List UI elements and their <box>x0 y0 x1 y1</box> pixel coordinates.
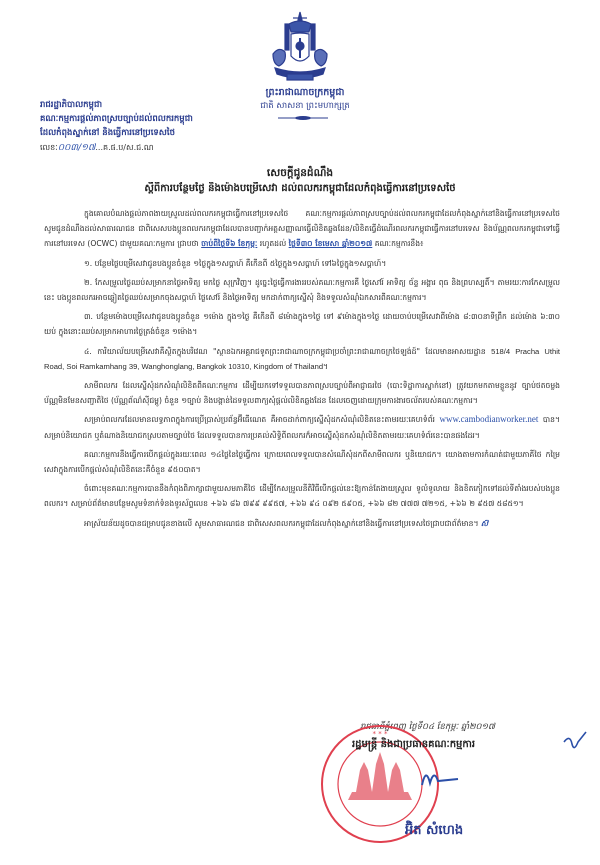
intro-paragraph <box>44 206 560 252</box>
list-item: ៣. បន្ថែមម៉ោងបម្រើសេវាជូនបងប្អូនចំនួន ១ម៉ោង ក្នុង១ថ្ងៃ គឺកើនពី ៨ម៉ោងក្នុង១ថ្ងៃ ទៅ ៩ម៉ោងក្នុង១ថ្ងៃ ដោយចាប់បម្រើសេវាពីម៉ោង ៨:៣០នាទីព្រឹក ដល់ម៉ោង ៦:៣០ យប់ ក្នុងនោះឈប់សម្រាកអាហារថ្ងៃត្រង់ចំនួន ១ម៉ោង។ <box>44 312 560 337</box>
ref-suffix: ...គ.ផ.ប/ស.ជ.ណ <box>95 143 154 152</box>
paragraph-text: អាស្រ័យន័យដូចបានជម្រាបជូនខាងលើ សូមសាធារណជន ជាពិសេសពលករកម្ពុជាដែលកំពុងស្នាក់នៅនិងធ្វើការនៅប្រទេសថៃជ្រាបជាព័ត៌មាន។ <box>84 518 479 528</box>
intro-text: គណៈកម្មការនឹង៖ <box>372 239 424 249</box>
document-body <box>44 206 560 535</box>
issue-date: រាជធានីភ្នំពេញ ថ្ងៃទី០៤ ខែកុម្ភៈ ឆ្នាំ២០១៧ <box>360 722 495 732</box>
kingdom-name: ព្រះរាជាណាចក្រកម្ពុជា <box>265 87 345 98</box>
intro-text: រហូតដល់ <box>257 239 289 249</box>
svg-text:* * *: * * * <box>372 730 388 738</box>
list-item <box>44 344 560 374</box>
list-item: ១. បន្ថែមថ្ងៃបម្រើសេវាជូនបងប្អូនចំនួន ១ថ្ងៃក្នុង១សប្តាហ៍ គឺកើនពី ៥ថ្ងៃក្នុង១សប្តាហ៍ ទៅ៦ថ្ងៃក្នុង១សប្តាហ៍។ <box>84 258 387 268</box>
office-address: 518/4 Pracha Uthit Road, Soi Ramkamhang 39, Wanghonglang, Bangkok 10310, Kingdom of Thailand <box>44 346 560 371</box>
item-text: ៤. ការិយាល័យបម្រើសេវាគឺស្ថិតក្នុងបរិវេណ "ស្ថានឯកអគ្គរាជទូតព្រះរាជាណាចក្រកម្ពុជាប្រចាំព្រះរាជាណាចក្រថៃឡង់ដ៍" ដែលមានអាសយដ្ឋាន <box>84 346 492 356</box>
end-date-highlight: ថ្ងៃទី៣០ ខែមេសា ឆ្នាំ២០១៧ <box>288 239 373 249</box>
handwritten-initial-icon <box>560 730 590 755</box>
ref-handwritten: ០០៣/១៧ <box>57 143 96 153</box>
handwritten-initial: ស៊ <box>480 518 489 528</box>
online-application-paragraph <box>44 412 560 442</box>
contact-paragraph: ចំពោះមុខគណៈកម្មការបាននឹងកំពុងពិភាក្សាជាមួយសមភាគីថៃ ដើម្បីកែសម្រួលនីតិវិធីបើកផ្តល់នេះឱ្យកាន់តែងាយស្រួល ទូលំទូលាយ និងខិតកៀកទៅដល់ទីតាំងរបស់បងប្អូនពលករ។ សម្រាប់ព័ត៌មានបន្ថែមសូមទំនាក់ទំនងទូរស័ព្ទលេខ +៦៦ ៨៦ ៧៩៩ ៩៩៥៧, +៦៦ ៩៤ ០៩២ ៥៩០៥, +៦៦ ៨២ ៧៧៧ ៧២១៥, +៦៦ ២ ៩៥៧ ៥៨៥១។ <box>44 484 560 509</box>
authority-line: ដែលកំពុងស្នាក់នៅ និងធ្វើការនៅប្រទេសថៃ <box>40 128 175 138</box>
intro-text: ក្នុងគោលបំណងផ្តល់ភាពងាយស្រួលដល់ពលករកម្ពុជាធ្វើការនៅប្រទេសថៃ គណៈកម្មការផ្តល់ភាពស្របច្បាប់ដល់ពលករកម្ពុជាដែលកំពុងស្នាក់នៅនិងធ្វើការនៅប្រទេសថៃ សូមជូនដំណឹងដល់សាធារណជន ជាពិសេសបងប្អូនពលករកម្ពុជាដែលបានបញ្ជាក់អត្តសញ្ញាណធ្វើលិខិតឆ្លងដែន/លិខិតធ្វើដំណើរពលករកម្ពុជាធ្វើការនៅបរទេស និងប័ណ្ណពលករកម្ពុជាទៅធ្វើការនៅបរទេស (OCWC) ជាមួយគណៈកម្មការ ជ្រាបថា <box>44 209 560 249</box>
authority-line: គណៈកម្មការផ្តល់ភាពស្របច្បាប់ដល់ពលករកម្ពុជា <box>40 114 193 124</box>
reference-number <box>40 142 154 155</box>
authority-line: រាជរដ្ឋាភិបាលកម្ពុជា <box>40 100 103 110</box>
closing-paragraph <box>44 516 560 531</box>
signatory-title: រដ្ឋមន្ត្រី និងជាប្រធានគណៈកម្មការ <box>352 739 476 750</box>
handwritten-signature-icon <box>418 765 463 790</box>
paragraph-text: សម្រាប់ពលករដែលមានលទ្ធភាពក្នុងការប្រើប្រាស់ប្រព័ន្ធអ៊ីធើណេត គឺអាចដាក់ពាក្យស្នើសុំដកសំណុំលិខិតនេះតាមរយៈគេហទំព័រ <box>84 415 440 425</box>
requirements-paragraph: សាមីពលករ ដែលស្នើសុំដកសំណុំលិខិតពីគណៈកម្មការ ដើម្បីយកទៅទទួលបានភាពស្របច្បាប់ពីអាជ្ញាធរថៃ (បោះទិដ្ឋាការស្នាក់នៅ) ត្រូវយកមកតាមខ្លួននូវ ច្បាប់ថតចម្លងប័ណ្ណមិនមែនសញ្ជាតិថៃ (ប័ណ្ណព័ណ៌ស៊ីជម្ពូ) ចំនួន ១ច្បាប់ និងបង្កាន់ដៃទទួលពាក្យសុំផ្តល់លិខិតឆ្លងដែន ដែលចេញដោយក្រុមការងារចល័តរបស់គណៈកម្មការ។ <box>44 381 560 406</box>
list-item: ២. កែសម្រួលថ្ងៃឈប់សម្រាកនាថ្ងៃអាទិត្យ មកថ្ងៃ សុក្រវិញ។ ដូច្នេះថ្ងៃធ្វើការងាររបស់គណៈកម្មការគឺ ថ្ងៃសៅរ៍ អាទិត្យ ច័ន្ទ អង្គារ ពុធ និងព្រហស្បតិ៍។ តាមរយៈការកែសម្រួលនេះ បងប្អូនពលករអាចឆ្លៀតថ្ងៃឈប់សម្រាកចុងសប្តាហ៍ ថ្ងៃសៅរ៍ និងថ្ងៃអាទិត្យ មកដាក់ពាក្យស្នើសុំ និងទទួលសំណុំឯកសារពីគណៈកម្មការ។ <box>44 277 560 303</box>
document-subtitle: ស្តីពីការបន្ថែមថ្ងៃ និងម៉ោងបម្រើសេវា ដល់ពលករកម្ពុជាដែលកំពុងធ្វើការនៅប្រទេសថៃ <box>144 183 456 194</box>
website-link[interactable]: www.cambodianworker.net <box>439 414 539 425</box>
issuing-authority <box>40 98 300 140</box>
ref-label: លេខៈ <box>40 143 58 152</box>
signatory-name: អ៊ិត សំហេង <box>405 823 464 838</box>
royal-arms-of-cambodia-icon <box>265 10 335 85</box>
processing-fee-paragraph: គណៈកម្មការនឹងធ្វើការបើកផ្តល់ក្នុងរយៈពេល ១៤ថ្ងៃនៃថ្ងៃធ្វើការ ក្រោយពេលទទួលបានសំណើសុំដកពីសាមីពលករ ឬនិយោជក។ យោងតាមការកំណត់ជាមួយភាគីថៃ កម្រៃសេវាក្នុងការបើកផ្តល់សំណុំលិខិតនេះគឺចំនួន ៩៥០បាត។ <box>44 449 560 475</box>
paragraph-text: បាន។ សម្រាប់និយោជក ឬតំណាងនិយោជកស្របតាមច្បាប់ថៃ ដែលទទួលបានការប្រគល់សិទ្ធិពីពលករក៏អាចស្នើសុំដកសំណុំលិខិតតាមរយៈគេហទំព័រនេះបានផងដែរ។ <box>44 415 560 440</box>
national-motto: ជាតិ សាសនា ព្រះមហាក្សត្រ <box>260 101 350 111</box>
document-title: សេចក្តីជូនដំណឹង <box>266 167 334 179</box>
item-end: ។ <box>323 361 329 371</box>
start-date-highlight: ចាប់ពីថ្ងៃទី៦ ខែកុម្ភៈ <box>201 239 258 249</box>
